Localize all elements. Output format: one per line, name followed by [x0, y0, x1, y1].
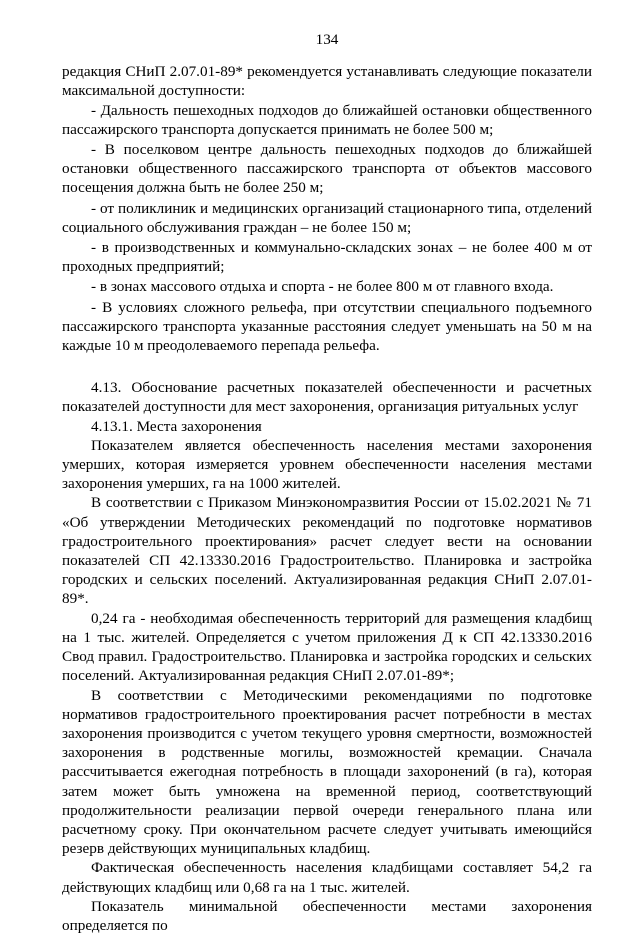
paragraph-actual-provision: Фактическая обеспеченность населения кладбищами составляет 54,2 га действующих кладбищ или 0,68 га на 1 тыс. жителей.	[62, 859, 592, 896]
list-item-industrial-zones: - в производственных и коммунально-складских зонах – не более 400 м от проходных предприятий;	[62, 239, 592, 276]
subsection-heading: 4.13.1. Места захоронения	[91, 417, 262, 435]
list-item-walking-distance: - Дальность пешеходных подходов до ближайшей остановки общественного пассажирского транспорта допускается принимать не более 500 м;	[62, 101, 592, 138]
paragraph-indicator: Показателем является обеспеченность населения местами захоронения умерших, которая измеряется уровнем обеспеченности населения местами захоронения умерших, га на 1000 жителей.	[62, 436, 592, 493]
paragraph-order-reference: В соответствии с Приказом Минэкономразвития России от 15.02.2021 № 71 «Об утверждении Методических рекомендаций по подготовке нормативов градостроительного проектирования» расчет следует вести на основании показателей СП 42.13330.2016 Градостроительство. Планировка и застройка городских и сельских поселений. Актуализированная редакция СНиП 2.07.01-89*.	[62, 494, 592, 608]
paragraph-minimum-provision: Показатель минимальной обеспеченности местами захоронения определяется по	[62, 897, 592, 934]
section-heading: 4.13. Обоснование расчетных показателей обеспеченности и расчетных показателей доступности для мест захоронения, организация ритуальных услуг	[62, 379, 592, 416]
paragraph-methodology: В соответствии с Методическими рекомендациями по подготовке нормативов градостроительного проектирования расчет потребности в местах захоронения производится с учетом текущего уровня смертности, возможностей захоронения в родственные могилы, возможностей кремации. Сначала рассчитывается ежегодная потребность в площади захоронений (в га), которая затем может быть умножена на временной период, соответствующий продолжительности реализации первой очереди генерального плана или расчетному сроку. При окончательном расчете следует учитывать имеющийся резерв действующих муниципальных кладбищ.	[62, 686, 592, 858]
list-item-village-center: - В поселковом центре дальность пешеходных подходов до ближайшей остановки общественного пассажирского транспорта от объектов массового посещения должна быть не более 250 м;	[62, 141, 592, 197]
page-number: 134	[315, 31, 339, 48]
list-item-relief: - В условиях сложного рельефа, при отсутствии специального подъемного пассажирского транспорта указанные расстояния следует уменьшать на 50 м на каждые 10 м преодолеваемого перепада рельефа.	[62, 298, 592, 355]
paragraph-cemetery-norm: 0,24 га - необходимая обеспеченность территорий для размещения кладбищ на 1 тыс. жителей. Определяется с учетом приложения Д к СП 42.13330.2016 Свод правил. Градостроительство. Планировка и застройка городских и сельских поселений. Актуализированная редакция СНиП 2.07.01-89*;	[62, 609, 592, 685]
list-item-recreation-zones: - в зонах массового отдыха и спорта - не более 800 м от главного входа.	[91, 278, 554, 296]
list-item-clinics: - от поликлиник и медицинских организаций стационарного типа, отделений социального обслуживания граждан – не более 150 м;	[62, 199, 592, 236]
intro-paragraph: редакция СНиП 2.07.01-89* рекомендуется устанавливать следующие показатели максимальной доступности:	[62, 63, 592, 100]
